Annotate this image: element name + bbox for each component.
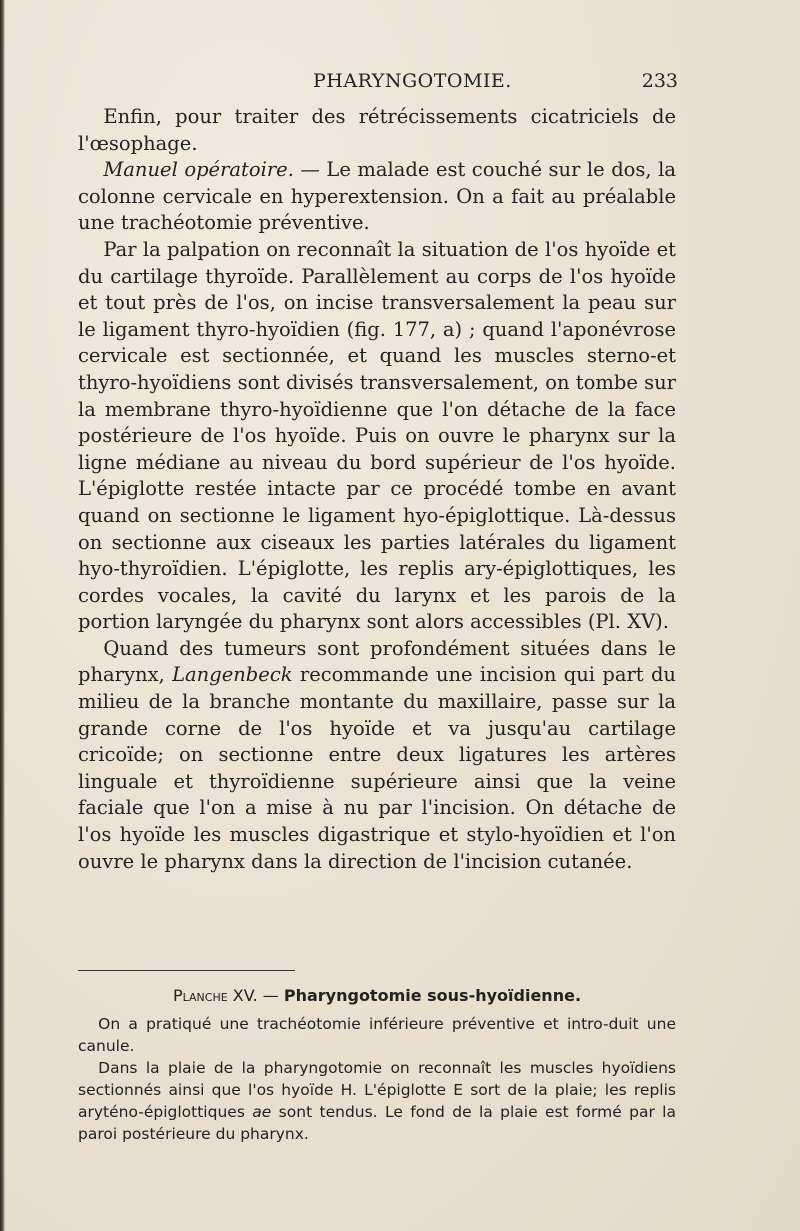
paragraph-2-text: — Le malade est couché sur le dos, la colonne cervicale en hyperextension. On a fait au préalable une trachéotomie préventive. [78,158,676,235]
caption-line-2-start: Dans la plaie de la pharyngotomie on reconnaît les muscles hyoïdiens sectionnés ainsi que l'os hyoïde H. L'épiglotte E sort de la plaie; les replis aryténo-épiglottiques [78,1059,676,1121]
caption-heading [78,985,676,1007]
page-edge [0,0,5,1231]
caption-label: Planche XV. [172,986,258,1005]
author-name: Langenbeck [172,663,293,687]
page-number: 233 [641,70,678,92]
main-text [78,104,676,875]
paragraph-4-end: recommande une incision qui part du milieu de la branche montante du maxillaire, passe sur la grande corne de l'os hyoïde et va jusqu'au cartilage cricoïde; on sectionne entre deux ligatures les artères linguale et thyroïdienne supérieure ainsi que la veine faciale que l'on a mise à nu par l'incision. On détache de l'os hyoïde les muscles digastrique et stylo-hyoïdien et l'on ouvre le pharynx dans la direction de l'incision cutanée. [78,663,676,873]
paragraph-3: Par la palpation on reconnaît la situation de l'os hyoïde et du cartilage thyroïde. Parallèlement au corps de l'os hyoïde et tout près de l'os, on incise transversalement la peau sur le ligament thyro-hyoïdien (fig. 177, a) ; quand l'aponévrose cervicale est sectionnée, et quand les muscles sterno-et thyro-hyoïdiens sont divisés transversalement, on tombe sur la membrane thyro-hyoïdienne que l'on détache de la face postérieure de l'os hyoïde. Puis on ouvre le pharynx sur la ligne médiane au niveau du bord supérieur de l'os hyoïde. L'épiglotte restée intacte par ce procédé tombe en avant quand on sectionne le ligament hyo-épiglottique. Là-dessus on sectionne aux ciseaux les parties latérales du ligament hyo-thyroïdien. L'épiglotte, les replis ary-épiglottiques, les cordes vocales, la cavité du larynx et les parois de la portion laryngée du pharynx sont alors accessibles (Pl. XV). [78,237,676,634]
footnote-rule [78,970,295,971]
paragraph-2 [78,157,676,237]
caption-dash: — [257,986,284,1005]
caption-line-2-end: sont tendus. Le fond de la plaie est formé par la paroi postérieure du pharynx. [78,1103,676,1143]
running-title: PHARYNGOTOMIE. [313,70,512,92]
paragraph-4 [78,636,676,875]
caption-line-2 [78,1057,676,1145]
page-header [78,70,678,96]
paragraph-4-start: Quand des tumeurs sont profondément situées dans le pharynx, [78,636,676,687]
caption-abbr: ae [252,1103,272,1121]
caption-title: Pharyngotomie sous-hyoïdienne. [283,986,582,1005]
section-label: Manuel opératoire. [103,158,294,182]
paragraph-1: Enfin, pour traiter des rétrécissements cicatriciels de l'œsophage. [78,105,676,155]
plate-caption [78,985,676,1145]
caption-line-1: On a pratiqué une trachéotomie inférieure préventive et intro-duit une canule. [78,1015,676,1055]
